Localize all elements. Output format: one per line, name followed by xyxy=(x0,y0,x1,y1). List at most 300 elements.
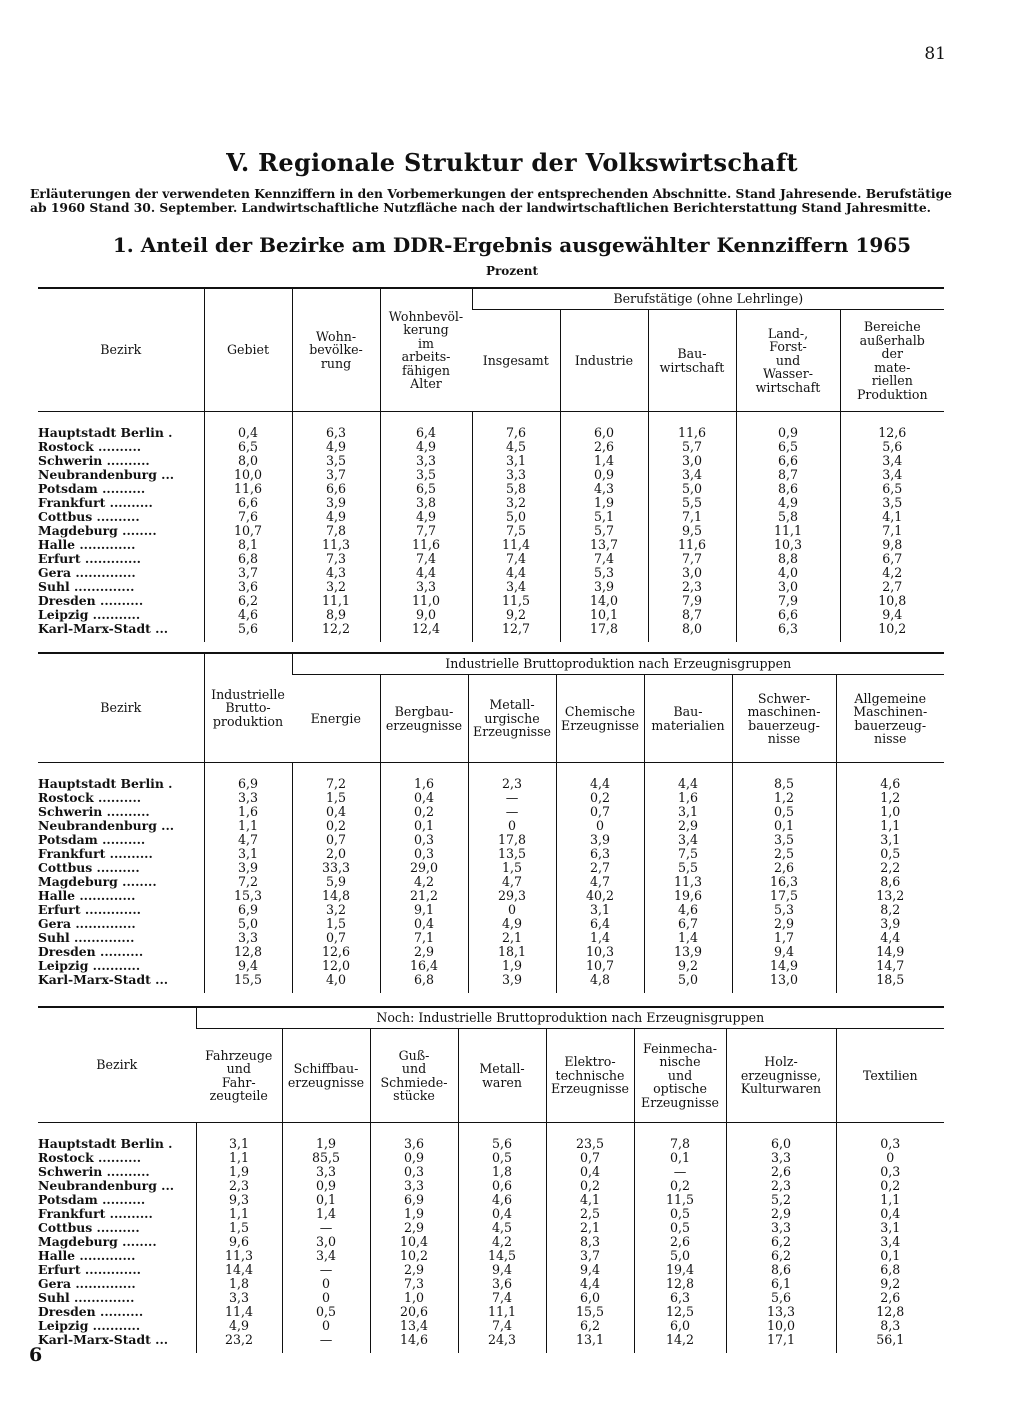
header-bergbau: Bergbau- erzeugnisse xyxy=(380,675,468,763)
table-cell: 0 xyxy=(836,1151,944,1165)
spacer-cell xyxy=(732,987,836,993)
table-cell: 0,3 xyxy=(370,1165,458,1179)
table-cell: 5,0 xyxy=(634,1249,726,1263)
row-district: Leipzig ........... xyxy=(38,608,141,622)
table-cell: 0,3 xyxy=(836,1137,944,1151)
table-cell: 7,1 xyxy=(840,524,944,538)
spacer-cell xyxy=(282,1123,370,1137)
table-cell: 3,4 xyxy=(472,580,560,594)
table-cell: 0,5 xyxy=(634,1207,726,1221)
header-bauwirtschaft: Bau- wirtschaft xyxy=(648,310,736,412)
table-cell: 9,1 xyxy=(380,903,468,917)
spacer-cell xyxy=(370,1123,458,1137)
table-cell: 10,0 xyxy=(204,468,292,482)
table-cell: 8,2 xyxy=(836,903,944,917)
table-row xyxy=(38,622,944,636)
table-cell: 11,4 xyxy=(472,538,560,552)
table-cell: 6,3 xyxy=(556,847,644,861)
spacer-cell xyxy=(204,412,292,426)
table-cell: 4,9 xyxy=(292,510,380,524)
table-cell: 2,9 xyxy=(726,1207,836,1221)
table-cell: 4,2 xyxy=(840,566,944,580)
table-cell: 4,9 xyxy=(380,510,472,524)
table-cell: 1,5 xyxy=(196,1221,282,1235)
table-2-body xyxy=(38,763,944,993)
table-cell: 6,6 xyxy=(204,496,292,510)
table-cell: 0,4 xyxy=(380,791,468,805)
table-cell: 7,9 xyxy=(648,594,736,608)
table-row xyxy=(38,440,944,454)
table-cell: 13,2 xyxy=(836,889,944,903)
table-2-header xyxy=(38,652,944,763)
table-cell: 1,5 xyxy=(292,791,380,805)
table-cell: 5,7 xyxy=(560,524,648,538)
table-row xyxy=(38,931,944,945)
table-cell: 1,5 xyxy=(468,861,556,875)
table-cell: 3,5 xyxy=(380,468,472,482)
table-cell: 4,9 xyxy=(196,1319,282,1333)
table-cell: 10,2 xyxy=(370,1249,458,1263)
table-cell: 3,2 xyxy=(472,496,560,510)
table-cell: 8,7 xyxy=(736,468,840,482)
table-section-1 xyxy=(38,287,944,642)
table-cell: 0,4 xyxy=(204,426,292,440)
table-row xyxy=(38,777,944,791)
table-cell: 6,2 xyxy=(726,1235,836,1249)
table-cell: 0,6 xyxy=(458,1179,546,1193)
table-cell: 3,6 xyxy=(370,1137,458,1151)
table-row xyxy=(38,1305,944,1319)
table-cell: 2,9 xyxy=(644,819,732,833)
table-row xyxy=(38,1249,944,1263)
table-cell: 0,9 xyxy=(560,468,648,482)
table-cell: 0,5 xyxy=(836,847,944,861)
table-cell: 5,7 xyxy=(648,440,736,454)
header-bezirk: Bezirk xyxy=(100,342,142,358)
table-cell: 1,1 xyxy=(196,1151,282,1165)
row-district: Erfurt ............. xyxy=(38,903,141,917)
table-cell: 11,5 xyxy=(634,1193,726,1207)
footer-mark: 6 xyxy=(29,1344,43,1366)
row-district: Gera .............. xyxy=(38,566,136,580)
table-cell: 4,9 xyxy=(292,440,380,454)
header-energie: Energie xyxy=(310,710,361,726)
table-cell: 4,4 xyxy=(472,566,560,580)
table-cell: 9,6 xyxy=(196,1235,282,1249)
table-row xyxy=(38,847,944,861)
spacer-cell xyxy=(836,1123,944,1137)
table-cell: 3,4 xyxy=(644,833,732,847)
spacer-cell xyxy=(380,636,472,642)
table-cell: 0,3 xyxy=(380,833,468,847)
table-row xyxy=(38,1193,944,1207)
table-row xyxy=(38,552,944,566)
table-cell: 5,2 xyxy=(726,1193,836,1207)
table-cell: 3,1 xyxy=(836,833,944,847)
table-cell: 7,6 xyxy=(472,426,560,440)
table-row xyxy=(38,454,944,468)
table-cell: 6,8 xyxy=(836,1263,944,1277)
table-cell: 5,8 xyxy=(472,482,560,496)
table-cell: 3,0 xyxy=(282,1235,370,1249)
table-cell: 6,1 xyxy=(726,1277,836,1291)
table-cell: 1,9 xyxy=(468,959,556,973)
table-cell: 2,3 xyxy=(468,777,556,791)
table-cell: 3,4 xyxy=(840,468,944,482)
table-cell: 40,2 xyxy=(556,889,644,903)
spacer-cell xyxy=(634,1123,726,1137)
table-row xyxy=(38,496,944,510)
table-cell: 16,3 xyxy=(732,875,836,889)
table-cell: 9,5 xyxy=(648,524,736,538)
table-cell: 0,9 xyxy=(370,1151,458,1165)
row-district: Erfurt ............. xyxy=(38,1263,141,1277)
header-textilien: Textilien xyxy=(836,1029,944,1123)
table-section-2 xyxy=(38,652,944,993)
spacer-cell xyxy=(38,763,204,777)
row-district: Erfurt ............. xyxy=(38,552,141,566)
table-cell: 21,2 xyxy=(380,889,468,903)
table-cell: 4,4 xyxy=(546,1277,634,1291)
table-cell: 17,5 xyxy=(732,889,836,903)
spacer-cell xyxy=(196,1347,282,1353)
table-cell: 5,6 xyxy=(726,1291,836,1305)
spacer-cell xyxy=(468,763,556,777)
table-cell: 11,0 xyxy=(380,594,472,608)
table-cell: 2,5 xyxy=(546,1207,634,1221)
table-cell: 6,9 xyxy=(370,1193,458,1207)
table-cell: 12,5 xyxy=(634,1305,726,1319)
table-cell: 14,5 xyxy=(458,1249,546,1263)
table-cell: 1,4 xyxy=(282,1207,370,1221)
table-cell: 3,3 xyxy=(472,468,560,482)
table-cell: 4,7 xyxy=(468,875,556,889)
row-district: Gera .............. xyxy=(38,1277,136,1291)
table-cell: 3,0 xyxy=(736,580,840,594)
header-arbeitsfaehig: Wohnbevöl- kerung im arbeits- fähigen Alter xyxy=(380,288,472,412)
table-cell: 3,9 xyxy=(292,496,380,510)
table-cell: 3,8 xyxy=(380,496,472,510)
table-cell: — xyxy=(282,1221,370,1235)
table-cell: 7,4 xyxy=(472,552,560,566)
table-cell: 3,9 xyxy=(468,973,556,987)
table-cell: 3,1 xyxy=(472,454,560,468)
row-district: Frankfurt .......... xyxy=(38,496,153,510)
spacer-cell xyxy=(836,987,944,993)
table-cell: 12,2 xyxy=(292,622,380,636)
table-cell: 2,6 xyxy=(836,1291,944,1305)
table-cell: 6,0 xyxy=(560,426,648,440)
table-cell: 9,0 xyxy=(380,608,472,622)
row-district: Potsdam .......... xyxy=(38,482,146,496)
table-cell: 11,3 xyxy=(292,538,380,552)
spacer-cell xyxy=(380,987,468,993)
table-cell: 5,0 xyxy=(472,510,560,524)
row-district: Potsdam .......... xyxy=(38,1193,146,1207)
table-cell: — xyxy=(468,805,556,819)
table-cell: 7,4 xyxy=(458,1291,546,1305)
table-row xyxy=(38,566,944,580)
table-cell: 8,6 xyxy=(726,1263,836,1277)
table-cell: 2,9 xyxy=(370,1263,458,1277)
table-cell: 7,2 xyxy=(204,875,292,889)
table-cell: 1,2 xyxy=(732,791,836,805)
row-district: Dresden .......... xyxy=(38,594,144,608)
table-cell: 12,8 xyxy=(634,1277,726,1291)
table-cell: 14,9 xyxy=(732,959,836,973)
table-cell: 18,5 xyxy=(836,973,944,987)
header-group-bruttoproduktion: Industrielle Bruttoproduktion nach Erzeugnisgruppen xyxy=(292,653,944,675)
table-cell: 17,8 xyxy=(468,833,556,847)
table-cell: 4,4 xyxy=(380,566,472,580)
row-district: Suhl .............. xyxy=(38,931,135,945)
header-brutto: Industrielle Brutto- produktion xyxy=(204,653,292,763)
header-bezirk: Bezirk xyxy=(96,1057,138,1073)
table-cell: 9,4 xyxy=(546,1263,634,1277)
table-1-header xyxy=(38,287,944,412)
table-cell: 6,6 xyxy=(292,482,380,496)
table-cell: 0,5 xyxy=(458,1151,546,1165)
spacer-cell xyxy=(38,1123,196,1137)
table-cell: 15,5 xyxy=(546,1305,634,1319)
table-cell: 3,3 xyxy=(204,791,292,805)
row-district: Halle ............. xyxy=(38,889,136,903)
table-cell: 19,6 xyxy=(644,889,732,903)
spacer-cell xyxy=(836,763,944,777)
table-cell: 0,5 xyxy=(634,1221,726,1235)
header-industrie: Industrie xyxy=(560,310,648,412)
table-cell: 8,1 xyxy=(204,538,292,552)
table-cell: 12,4 xyxy=(380,622,472,636)
table-cell: 12,6 xyxy=(292,945,380,959)
table-cell: — xyxy=(282,1333,370,1347)
table-cell: 14,0 xyxy=(560,594,648,608)
header-guss: Guß- und Schmiede- stücke xyxy=(370,1029,458,1123)
table-cell: 23,2 xyxy=(196,1333,282,1347)
table-cell: 0,1 xyxy=(836,1249,944,1263)
table-cell: 0,4 xyxy=(380,917,468,931)
table-cell: 4,1 xyxy=(840,510,944,524)
table-cell: 6,4 xyxy=(556,917,644,931)
spacer-cell xyxy=(736,412,840,426)
table-cell: 33,3 xyxy=(292,861,380,875)
table-row xyxy=(38,917,944,931)
header-insgesamt: Insgesamt xyxy=(482,352,549,368)
row-district: Halle ............. xyxy=(38,1249,136,1263)
row-district: Karl-Marx-Stadt ... xyxy=(38,622,169,636)
table-cell: 2,1 xyxy=(468,931,556,945)
row-district: Leipzig ........... xyxy=(38,959,141,973)
row-district: Rostock .......... xyxy=(38,440,142,454)
spacer-cell xyxy=(292,636,380,642)
table-cell: 3,1 xyxy=(644,805,732,819)
page-title: V. Regionale Struktur der Volkswirtschaft xyxy=(226,148,798,177)
header-bereiche: Bereiche außerhalb der mate- riellen Produktion xyxy=(840,310,944,412)
table-cell: 17,1 xyxy=(726,1333,836,1347)
table-cell: 2,2 xyxy=(836,861,944,875)
row-district: Schwerin .......... xyxy=(38,1165,150,1179)
table-1-body xyxy=(38,412,944,642)
table-cell: 6,9 xyxy=(204,777,292,791)
table-cell: 1,4 xyxy=(556,931,644,945)
table-cell: 1,8 xyxy=(196,1277,282,1291)
table-cell: 9,8 xyxy=(840,538,944,552)
table-cell: 2,6 xyxy=(726,1165,836,1179)
table-cell: 13,9 xyxy=(644,945,732,959)
table-cell: 0,1 xyxy=(634,1151,726,1165)
table-cell: 0,2 xyxy=(546,1179,634,1193)
row-district: Magdeburg ........ xyxy=(38,875,157,889)
table-cell: 12,8 xyxy=(836,1305,944,1319)
table-cell: 2,0 xyxy=(292,847,380,861)
table-cell: 11,6 xyxy=(380,538,472,552)
table-cell: 1,6 xyxy=(204,805,292,819)
table-cell: 4,2 xyxy=(458,1235,546,1249)
table-cell: 0,2 xyxy=(836,1179,944,1193)
table-cell: 2,3 xyxy=(726,1179,836,1193)
table-cell: 9,2 xyxy=(836,1277,944,1291)
table-cell: 3,9 xyxy=(556,833,644,847)
table-cell: 2,3 xyxy=(648,580,736,594)
spacer-cell xyxy=(38,412,204,426)
table-cell: 14,7 xyxy=(836,959,944,973)
table-cell: 3,3 xyxy=(380,454,472,468)
table-cell: 3,3 xyxy=(204,931,292,945)
table-cell: 9,4 xyxy=(732,945,836,959)
spacer-cell xyxy=(458,1347,546,1353)
table-cell: 56,1 xyxy=(836,1333,944,1347)
header-bezirk: Bezirk xyxy=(100,700,142,716)
table-cell: 1,1 xyxy=(836,819,944,833)
table-cell: 11,6 xyxy=(648,426,736,440)
spacer-cell xyxy=(292,763,380,777)
table-cell: 0,1 xyxy=(282,1193,370,1207)
table-cell: 8,0 xyxy=(204,454,292,468)
table-cell: 7,3 xyxy=(370,1277,458,1291)
table-cell: 2,9 xyxy=(732,917,836,931)
header-fahrzeuge: Fahrzeuge und Fahr- zeugteile xyxy=(205,1047,273,1104)
table-cell: 1,0 xyxy=(836,805,944,819)
table-cell: 1,5 xyxy=(292,917,380,931)
row-district: Frankfurt .......... xyxy=(38,847,153,861)
table-cell: 2,1 xyxy=(546,1221,634,1235)
spacer-cell xyxy=(370,1347,458,1353)
spacer-cell xyxy=(472,636,560,642)
spacer-cell xyxy=(840,636,944,642)
table-cell: 4,5 xyxy=(458,1221,546,1235)
table-cell: 0 xyxy=(282,1277,370,1291)
spacer-cell xyxy=(204,987,292,993)
table-cell: 6,6 xyxy=(736,454,840,468)
table-cell: 3,3 xyxy=(380,580,472,594)
spacer-cell xyxy=(292,987,380,993)
table-row xyxy=(38,580,944,594)
table-cell: 3,3 xyxy=(196,1291,282,1305)
table-cell: 12,8 xyxy=(204,945,292,959)
table-cell: 0,1 xyxy=(380,819,468,833)
spacer-cell xyxy=(380,412,472,426)
table-cell: 10,3 xyxy=(556,945,644,959)
table-cell: 11,4 xyxy=(196,1305,282,1319)
table-cell: 4,5 xyxy=(472,440,560,454)
table-row xyxy=(38,1207,944,1221)
row-district: Magdeburg ........ xyxy=(38,1235,157,1249)
row-district: Suhl .............. xyxy=(38,1291,135,1305)
table-cell: 2,6 xyxy=(560,440,648,454)
spacer-cell xyxy=(204,763,292,777)
table-row xyxy=(38,819,944,833)
table-cell: 10,1 xyxy=(560,608,648,622)
table-cell: 8,5 xyxy=(732,777,836,791)
table-cell: 6,7 xyxy=(840,552,944,566)
table-cell: 0,4 xyxy=(836,1207,944,1221)
row-district: Hauptstadt Berlin . xyxy=(38,426,173,440)
table-row xyxy=(38,1137,944,1151)
table-cell: 0,7 xyxy=(546,1151,634,1165)
table-cell: 10,8 xyxy=(840,594,944,608)
table-cell: 7,4 xyxy=(560,552,648,566)
table-cell: 2,7 xyxy=(840,580,944,594)
table-cell: 17,8 xyxy=(560,622,648,636)
table-row xyxy=(38,482,944,496)
table-cell: 10,4 xyxy=(370,1235,458,1249)
table-cell: 7,1 xyxy=(380,931,468,945)
table-cell: 2,9 xyxy=(370,1221,458,1235)
spacer-cell xyxy=(726,1123,836,1137)
table-cell: 6,5 xyxy=(736,440,840,454)
spacer-cell xyxy=(648,412,736,426)
spacer-cell xyxy=(556,987,644,993)
table-cell: 3,2 xyxy=(292,580,380,594)
table-cell: 1,7 xyxy=(732,931,836,945)
row-district: Karl-Marx-Stadt ... xyxy=(38,1333,169,1347)
table-cell: 6,6 xyxy=(736,608,840,622)
table-cell: 4,9 xyxy=(380,440,472,454)
row-district: Hauptstadt Berlin . xyxy=(38,777,173,791)
table-cell: 4,6 xyxy=(644,903,732,917)
table-cell: 7,9 xyxy=(736,594,840,608)
table-cell: 8,7 xyxy=(648,608,736,622)
row-district: Karl-Marx-Stadt ... xyxy=(38,973,169,987)
table-cell: 3,9 xyxy=(560,580,648,594)
table-cell: 85,5 xyxy=(282,1151,370,1165)
spacer-cell xyxy=(556,763,644,777)
spacer-cell xyxy=(726,1347,836,1353)
table-3-header xyxy=(38,1006,944,1123)
table-row xyxy=(38,833,944,847)
table-cell: 1,4 xyxy=(560,454,648,468)
table-cell: 3,3 xyxy=(370,1179,458,1193)
table-cell: 2,7 xyxy=(556,861,644,875)
intro-text: Erläuterungen der verwendeten Kennziffern in den Vorbemerkungen der entsprechenden Abschnitte. Stand Jahresende. Berufstätige ab 1960 Stand 30. September. Landwirtschaftliche Nutzfläche nach der landwirtschaftlichen Berichterstattung Stand Jahresmitte. xyxy=(30,186,952,215)
table-row xyxy=(38,594,944,608)
table-cell: 13,3 xyxy=(726,1305,836,1319)
table-cell: 23,5 xyxy=(546,1137,634,1151)
table-cell: 9,4 xyxy=(840,608,944,622)
table-cell: 6,2 xyxy=(204,594,292,608)
table-cell: 1,0 xyxy=(370,1291,458,1305)
header-feinmechanik: Feinmecha- nische und optische Erzeugnisse xyxy=(634,1029,726,1123)
table-cell: 11,6 xyxy=(204,482,292,496)
table-cell: 4,3 xyxy=(560,482,648,496)
table-row xyxy=(38,861,944,875)
row-district: Cottbus .......... xyxy=(38,861,140,875)
table-cell: 6,4 xyxy=(380,426,472,440)
table-cell: 1,6 xyxy=(644,791,732,805)
table-cell: 6,5 xyxy=(204,440,292,454)
table-cell: 7,1 xyxy=(648,510,736,524)
table-cell: 14,8 xyxy=(292,889,380,903)
